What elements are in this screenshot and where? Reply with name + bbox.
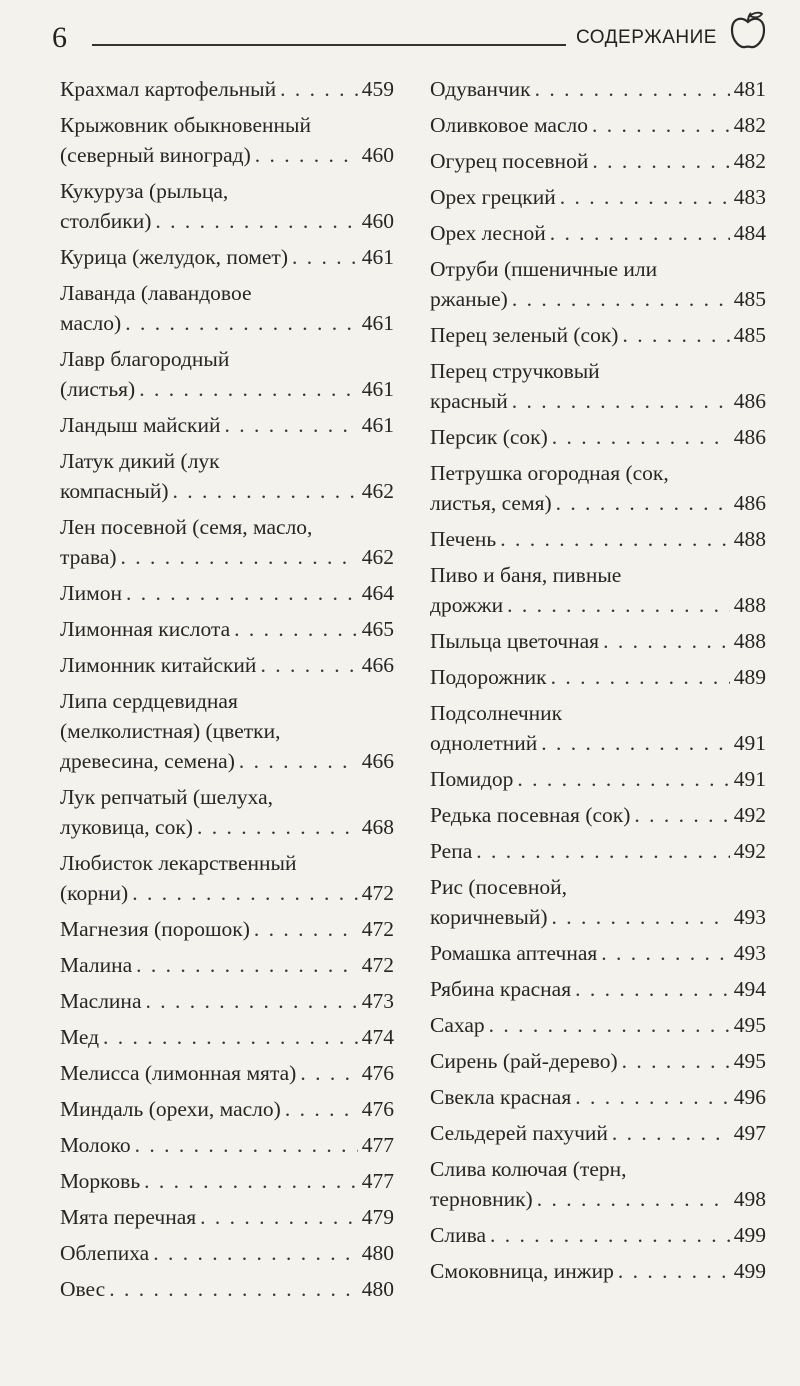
toc-entry-text: Ромашка аптечная	[430, 941, 598, 965]
toc-entry-line	[60, 578, 394, 608]
toc-page-number: 464	[361, 581, 394, 605]
toc-entry-line	[60, 812, 394, 842]
toc-entry-text: Репа	[430, 839, 473, 863]
toc-entry-text: Огурец посевной	[430, 149, 589, 173]
toc-entry	[430, 182, 766, 212]
toc-page-number: 479	[361, 1205, 394, 1229]
toc-page-number: 495	[733, 1049, 766, 1073]
toc-entry-line	[60, 1094, 394, 1124]
toc-page-number: 472	[361, 881, 394, 905]
toc-entry	[430, 524, 766, 554]
dot-leader	[173, 476, 358, 506]
header-rule	[92, 44, 566, 46]
dot-leader	[537, 1184, 730, 1214]
toc-page-number: 473	[361, 989, 394, 1013]
toc-entry-text: древесина, семена)	[60, 749, 235, 773]
toc-entry-text: Молоко	[60, 1133, 131, 1157]
toc-entry	[60, 614, 394, 644]
toc-entry	[430, 1154, 766, 1214]
toc-entry-text: Перец стручковый	[430, 359, 600, 383]
toc-entry-text: Маслина	[60, 989, 142, 1013]
toc-entry-line	[430, 764, 766, 794]
toc-entry-line	[430, 74, 766, 104]
dot-leader	[507, 590, 730, 620]
toc-entry	[60, 74, 394, 104]
dot-leader	[592, 146, 729, 176]
toc-entry-line	[430, 662, 766, 692]
toc-entry-text: терновник)	[430, 1187, 533, 1211]
toc-entry-line	[60, 1058, 394, 1088]
toc-entry-text: Ландыш майский	[60, 413, 221, 437]
dot-leader	[224, 410, 357, 440]
dot-leader	[603, 626, 730, 656]
toc-entry-text: Любисток лекарственный	[60, 851, 297, 875]
apple-icon	[728, 10, 768, 52]
toc-page-number: 491	[733, 731, 766, 755]
toc-entry-text: Крыжовник обыкновенный	[60, 113, 311, 137]
toc-entry-text: Магнезия (порошок)	[60, 917, 250, 941]
toc-entry-text: (листья)	[60, 377, 136, 401]
toc-entry-text: Пиво и баня, пивные	[430, 563, 622, 587]
toc-entry-text: Рис (посевной,	[430, 875, 567, 899]
dot-leader	[121, 542, 358, 572]
toc-entry-text: красный	[430, 389, 508, 413]
toc-entry	[430, 1082, 766, 1112]
toc-entry-text: Оливковое масло	[430, 113, 588, 137]
toc-entry-line	[430, 800, 766, 830]
toc-entry-line	[60, 614, 394, 644]
toc-entry-text: Рябина красная	[430, 977, 572, 1001]
toc-entry	[430, 836, 766, 866]
dot-leader	[109, 1274, 358, 1304]
toc-entry	[430, 560, 766, 620]
toc-entry-text: Редька посевная (сок)	[430, 803, 631, 827]
toc-page-number: 481	[733, 77, 766, 101]
toc-page-number: 483	[733, 185, 766, 209]
toc-page-number: 480	[361, 1241, 394, 1265]
toc-entry-text: Кукуруза (рыльца,	[60, 179, 229, 203]
dot-leader	[126, 578, 358, 608]
toc-entry	[60, 242, 394, 272]
toc-entry	[430, 698, 766, 758]
toc-page-number: 486	[733, 425, 766, 449]
toc-entry-line	[430, 386, 766, 416]
dot-leader	[155, 206, 357, 236]
toc-entry	[430, 146, 766, 176]
dot-leader	[512, 284, 730, 314]
toc-entry-line	[60, 986, 394, 1016]
dot-leader	[146, 986, 358, 1016]
toc-entry-line	[430, 320, 766, 350]
toc-entry-text: Лен посевной (семя, масло,	[60, 515, 313, 539]
dot-leader	[517, 764, 729, 794]
toc-page-number: 466	[361, 749, 394, 773]
toc-entry	[60, 650, 394, 680]
toc-entry	[430, 626, 766, 656]
toc-page-number: 476	[361, 1061, 394, 1085]
dot-leader	[280, 74, 358, 104]
dot-leader	[285, 1094, 358, 1124]
toc-entry	[60, 344, 394, 404]
section-title: СОДЕРЖАНИЕ	[576, 27, 717, 48]
toc-entry-line	[430, 1118, 766, 1148]
toc-page-number: 488	[733, 593, 766, 617]
toc-entry-line	[430, 488, 766, 518]
toc-entry	[60, 782, 394, 842]
toc-entry-text: Печень	[430, 527, 497, 551]
toc-page-number: 482	[733, 149, 766, 173]
toc-page-number: 480	[361, 1277, 394, 1301]
toc-entry-line	[60, 878, 394, 908]
toc-entry-line	[430, 1220, 766, 1250]
toc-entry	[60, 410, 394, 440]
toc-page-number: 461	[361, 245, 394, 269]
dot-leader	[300, 1058, 357, 1088]
toc-left-column	[60, 74, 394, 1310]
toc-entry-text: листья, семя)	[430, 491, 552, 515]
toc-entry	[60, 1058, 394, 1088]
dot-leader	[135, 1130, 358, 1160]
toc-entry-text: однолетний	[430, 731, 538, 755]
toc-entry	[60, 1130, 394, 1160]
dot-leader	[551, 902, 729, 932]
dot-leader	[292, 242, 358, 272]
toc-page-number: 462	[361, 479, 394, 503]
toc-entry-line	[430, 590, 766, 620]
dot-leader	[550, 218, 730, 248]
toc-page-number: 482	[733, 113, 766, 137]
toc-entry-line	[60, 1274, 394, 1304]
dot-leader	[490, 1220, 730, 1250]
page-header	[0, 0, 800, 70]
toc-entry	[430, 872, 766, 932]
toc-entry-line	[430, 218, 766, 248]
toc-page-number: 489	[733, 665, 766, 689]
toc-page-number: 461	[361, 311, 394, 335]
toc-page-number: 485	[733, 287, 766, 311]
toc-entry-text: Облепиха	[60, 1241, 150, 1265]
toc-entry-line	[60, 1166, 394, 1196]
toc-entry-text: Лимон	[60, 581, 122, 605]
toc-entry	[430, 110, 766, 140]
toc-entry-text: (северный виноград)	[60, 143, 251, 167]
toc-entry-text: Петрушка огородная (сок,	[430, 461, 669, 485]
toc-entry-text: Слива колючая (терн,	[430, 1157, 627, 1181]
toc-entry-text: Латук дикий (лук	[60, 449, 220, 473]
dot-leader	[139, 374, 358, 404]
dot-leader	[260, 650, 357, 680]
dot-leader	[601, 938, 729, 968]
toc-entry	[430, 1010, 766, 1040]
toc-entry-line	[60, 374, 394, 404]
toc-entry-text: дрожжи	[430, 593, 504, 617]
toc-page-number: 474	[361, 1025, 394, 1049]
toc-entry-text: Липа сердцевидная	[60, 689, 238, 713]
dot-leader	[612, 1118, 730, 1148]
toc-entry-line	[60, 74, 394, 104]
toc-entry-line	[60, 140, 394, 170]
toc-page-number: 461	[361, 413, 394, 437]
toc-page-number: 488	[733, 527, 766, 551]
toc-entry	[430, 422, 766, 452]
toc-entry-text: (мелколистная) (цветки,	[60, 719, 281, 743]
dot-leader	[255, 140, 358, 170]
toc-entry-line	[430, 836, 766, 866]
toc-entry-text: Сахар	[430, 1013, 485, 1037]
toc-entry-text: Орех грецкий	[430, 185, 556, 209]
toc-entry-line	[430, 1184, 766, 1214]
toc-entry-text: ржаные)	[430, 287, 508, 311]
toc-entry-line	[60, 1238, 394, 1268]
toc-entry-line	[430, 938, 766, 968]
dot-leader	[618, 1256, 730, 1286]
toc-entry-line	[60, 542, 394, 572]
toc-entry-text: Перец зеленый (сок)	[430, 323, 619, 347]
dot-leader	[552, 422, 730, 452]
toc-page-number: 486	[733, 389, 766, 413]
toc-entry	[60, 578, 394, 608]
toc-entry	[430, 1118, 766, 1148]
toc-entry-text: Сельдерей пахучий	[430, 1121, 608, 1145]
toc-page-number: 472	[361, 953, 394, 977]
toc-entry-line	[60, 242, 394, 272]
toc-page-number: 491	[733, 767, 766, 791]
toc-entry-text: Мята перечная	[60, 1205, 197, 1229]
toc-entry-line	[60, 1202, 394, 1232]
toc-entry	[60, 278, 394, 338]
dot-leader	[500, 524, 730, 554]
dot-leader	[197, 812, 358, 842]
toc-entry-text: Помидор	[430, 767, 514, 791]
toc-page-number: 460	[361, 209, 394, 233]
toc-entry-line	[60, 410, 394, 440]
toc-entry	[430, 254, 766, 314]
toc-entry-text: Сирень (рай-дерево)	[430, 1049, 618, 1073]
toc-page-number: 492	[733, 803, 766, 827]
toc-entry-text: Курица (желудок, помет)	[60, 245, 288, 269]
toc-entry	[430, 356, 766, 416]
toc-entry	[60, 446, 394, 506]
toc-entry-line	[430, 626, 766, 656]
toc-page-number: 484	[733, 221, 766, 245]
toc-entry-text: Орех лесной	[430, 221, 546, 245]
toc-entry	[60, 986, 394, 1016]
toc-entry-text: столбики)	[60, 209, 152, 233]
dot-leader	[634, 800, 729, 830]
toc-entry	[430, 800, 766, 830]
dot-leader	[560, 182, 730, 212]
toc-page-number: 460	[361, 143, 394, 167]
dot-leader	[125, 308, 358, 338]
toc-page-number: 499	[733, 1259, 766, 1283]
toc-entry	[60, 1202, 394, 1232]
toc-entry-text: Лавр благородный	[60, 347, 230, 371]
toc-entry-line	[60, 206, 394, 236]
toc-entry-line	[430, 974, 766, 1004]
toc-entry	[60, 950, 394, 980]
toc-page-number: 466	[361, 653, 394, 677]
toc-entry-line	[430, 110, 766, 140]
toc-entry	[60, 848, 394, 908]
toc-entry-text: луковица, сок)	[60, 815, 193, 839]
toc-page-number: 493	[733, 941, 766, 965]
toc-page-number: 476	[361, 1097, 394, 1121]
toc-page-number: 462	[361, 545, 394, 569]
dot-leader	[592, 110, 730, 140]
dot-leader	[541, 728, 730, 758]
toc-entry	[60, 176, 394, 236]
toc-page-number: 472	[361, 917, 394, 941]
dot-leader	[239, 746, 358, 776]
dot-leader	[556, 488, 730, 518]
toc-entry-line	[430, 1256, 766, 1286]
dot-leader	[103, 1022, 358, 1052]
dot-leader	[200, 1202, 358, 1232]
toc-entry-line	[430, 524, 766, 554]
toc-entry-text: Крахмал картофельный	[60, 77, 277, 101]
dot-leader	[622, 1046, 730, 1076]
toc-entry	[60, 1094, 394, 1124]
toc-page-number: 477	[361, 1133, 394, 1157]
toc-entry	[60, 1274, 394, 1304]
dot-leader	[512, 386, 730, 416]
toc-entry-text: Лимонник китайский	[60, 653, 257, 677]
toc-entry-text: Смоковница, инжир	[430, 1259, 614, 1283]
toc-entry-line	[60, 308, 394, 338]
toc-entry	[60, 110, 394, 170]
toc-entry	[430, 458, 766, 518]
dot-leader	[551, 662, 730, 692]
toc-page-number: 465	[361, 617, 394, 641]
toc-entry	[430, 764, 766, 794]
toc-entry-line	[60, 914, 394, 944]
toc-entry-line	[60, 650, 394, 680]
toc-entry-line	[430, 146, 766, 176]
toc-page-number: 496	[733, 1085, 766, 1109]
dot-leader	[153, 1238, 358, 1268]
toc-entry-line	[60, 476, 394, 506]
toc-entry-text: коричневый)	[430, 905, 548, 929]
toc-entry-text: Лаванда (лавандовое	[60, 281, 252, 305]
toc-entry-text: Свекла красная	[430, 1085, 572, 1109]
toc-entry-line	[430, 422, 766, 452]
toc-entry-text: Пыльца цветочная	[430, 629, 600, 653]
toc-entry-text: компасный)	[60, 479, 169, 503]
toc-entry-text: Подсолнечник	[430, 701, 563, 725]
toc-entry	[430, 662, 766, 692]
toc-entry	[430, 320, 766, 350]
toc-entry	[60, 686, 394, 776]
dot-leader	[575, 1082, 730, 1112]
dot-leader	[132, 878, 358, 908]
toc-entry-line	[60, 1022, 394, 1052]
toc-entry-text: Одуванчик	[430, 77, 531, 101]
toc-entry	[430, 218, 766, 248]
toc-entry-text: Подорожник	[430, 665, 547, 689]
toc-entry-line	[430, 1046, 766, 1076]
toc-entry	[430, 1256, 766, 1286]
dot-leader	[234, 614, 358, 644]
toc-page-number: 494	[733, 977, 766, 1001]
toc-entry	[60, 1166, 394, 1196]
toc-right-column	[430, 74, 766, 1292]
toc-entry-text: (корни)	[60, 881, 129, 905]
toc-entry-line	[430, 728, 766, 758]
toc-entry-text: Отруби (пшеничные или	[430, 257, 658, 281]
toc-entry	[430, 938, 766, 968]
toc-page-number: 499	[733, 1223, 766, 1247]
toc-page-number: 461	[361, 377, 394, 401]
dot-leader	[575, 974, 730, 1004]
toc-entry-text: трава)	[60, 545, 117, 569]
toc-entry	[60, 512, 394, 572]
toc-entry-line	[430, 902, 766, 932]
toc-entry-text: Миндаль (орехи, масло)	[60, 1097, 281, 1121]
toc-entry	[430, 974, 766, 1004]
toc-entry-text: Малина	[60, 953, 133, 977]
toc-page-number: 459	[361, 77, 394, 101]
toc-entry-text: масло)	[60, 311, 122, 335]
toc-entry-line	[430, 1082, 766, 1112]
toc-page-number: 497	[733, 1121, 766, 1145]
toc-entry-line	[60, 950, 394, 980]
toc-page-number: 488	[733, 629, 766, 653]
toc-entry-line	[430, 182, 766, 212]
dot-leader	[476, 836, 729, 866]
toc-entry-text: Персик (сок)	[430, 425, 548, 449]
toc-page-number: 498	[733, 1187, 766, 1211]
toc-entry-text: Мед	[60, 1025, 100, 1049]
toc-entry-text: Овес	[60, 1277, 106, 1301]
toc-entry	[430, 74, 766, 104]
dot-leader	[254, 914, 358, 944]
toc-entry	[430, 1046, 766, 1076]
toc-entry-line	[430, 284, 766, 314]
toc-page-number: 493	[733, 905, 766, 929]
toc-page-number: 492	[733, 839, 766, 863]
dot-leader	[489, 1010, 730, 1040]
dot-leader	[535, 74, 730, 104]
toc-entry	[60, 914, 394, 944]
toc-entry	[60, 1022, 394, 1052]
dot-leader	[136, 950, 358, 980]
toc-entry	[60, 1238, 394, 1268]
toc-page-number: 486	[733, 491, 766, 515]
toc-entry-line	[60, 746, 394, 776]
toc-page-number: 495	[733, 1013, 766, 1037]
toc-entry-text: Слива	[430, 1223, 486, 1247]
page-number: 6	[52, 21, 67, 54]
toc-page-number: 468	[361, 815, 394, 839]
toc-entry-text: Лук репчатый (шелуха,	[60, 785, 274, 809]
toc-entry-text: Лимонная кислота	[60, 617, 231, 641]
toc-entry-line	[60, 1130, 394, 1160]
toc-entry-text: Мелисса (лимонная мята)	[60, 1061, 297, 1085]
toc-entry-text: Морковь	[60, 1169, 141, 1193]
dot-leader	[622, 320, 729, 350]
toc-page-number: 477	[361, 1169, 394, 1193]
toc-entry-line	[430, 1010, 766, 1040]
toc-page-number: 485	[733, 323, 766, 347]
dot-leader	[144, 1166, 358, 1196]
toc-entry	[430, 1220, 766, 1250]
